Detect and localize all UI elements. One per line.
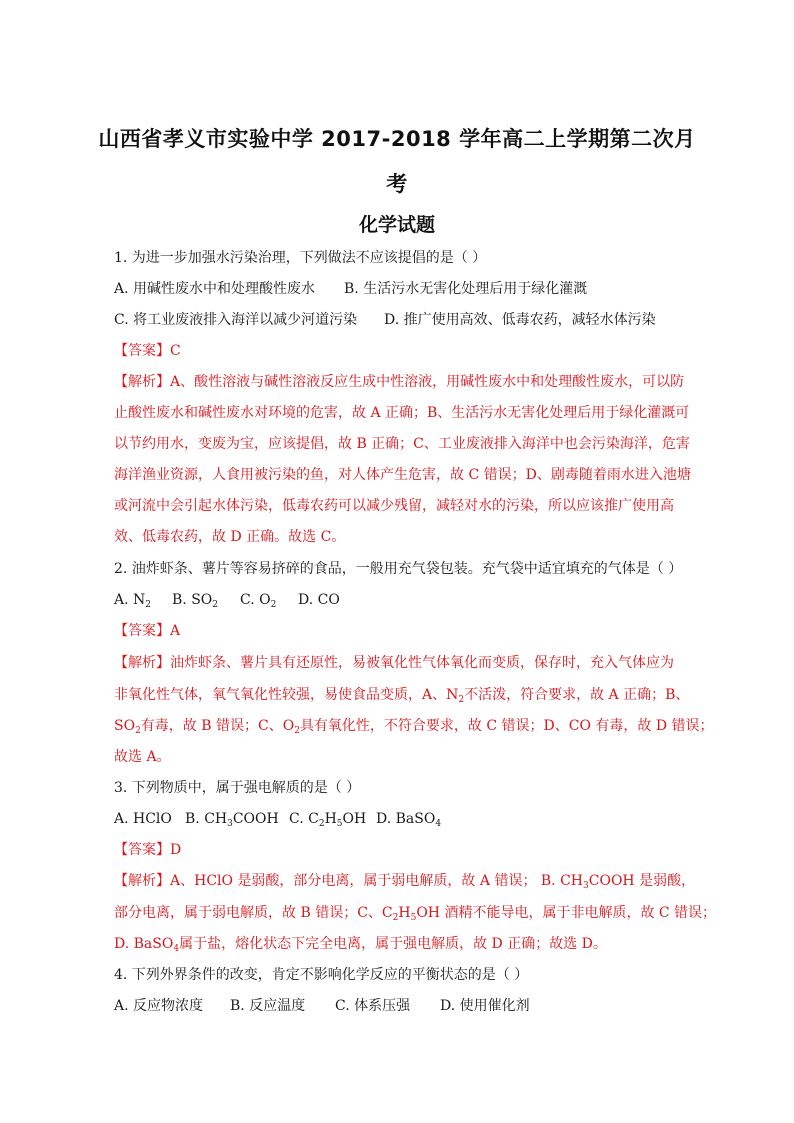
q1-analysis-line: 或河流中会引起水体污染，低毒农药可以减少残留，减轻对水的污染，所以应该推广使用高 bbox=[114, 498, 674, 514]
q3-option-c: C. $C_2H_5OH$ bbox=[289, 811, 367, 829]
q2-analysis-line: 故选 A。 bbox=[114, 749, 171, 765]
q1-answer: 【答案】C bbox=[114, 343, 181, 359]
q4-option-d: D. 使用催化剂 bbox=[440, 998, 530, 1014]
q4-option-b: B. 反应温度 bbox=[230, 998, 306, 1014]
q2-option-d: D. CO bbox=[298, 592, 340, 608]
q3-option-a: A. HClO bbox=[114, 811, 172, 827]
document-title-line2: 考 bbox=[386, 172, 408, 196]
q3-option-d: D. BaSO$_4$ bbox=[376, 811, 442, 829]
q4-option-a: A. 反应物浓度 bbox=[114, 998, 204, 1014]
q1-analysis-line: 海洋渔业资源，人食用被污染的鱼，对人体产生危害，故 C 错误；D、剧毒随着雨水进入池塘 bbox=[114, 467, 691, 483]
q3-analysis-line: 部分电离，属于弱电解质，故 B 错误；C、$C_2H_5OH$ 酒精不能导电，属于非电解质，故 C 错误； bbox=[114, 905, 717, 923]
q2-stem: 2. 油炸虾条、薯片等容易挤碎的食品，一般用充气袋包装。充气袋中适宜填充的气体是（ ） bbox=[114, 561, 683, 577]
q4-options-row bbox=[114, 996, 530, 1016]
q2-analysis-line: $SO_2$有毒，故 B 错误；C、$O_2$具有氧化性，不符合要求，故 C 错误；D、CO 有毒，故 D 错误； bbox=[114, 718, 714, 736]
q2-option-b: B. $SO_2$ bbox=[172, 592, 218, 610]
q3-analysis-line: 【解析】A、HClO 是弱酸，部分电离，属于弱电解质，故 A 错误； B. $CH_3COOH$ 是弱酸， bbox=[114, 873, 696, 891]
q1-options-row1 bbox=[114, 279, 588, 299]
q2-option-c: C. $O_2$ bbox=[240, 592, 277, 610]
q1-analysis-line: 【解析】A、酸性溶液与碱性溶液反应生成中性溶液，用碱性废水中和处理酸性废水，可以防 bbox=[114, 374, 685, 390]
q1-analysis-line: 以节约用水，变废为宝，应该提倡，故 B 正确；C、工业废液排入海洋中也会污染海洋，危害 bbox=[114, 436, 690, 452]
q2-analysis-line: 【解析】油炸虾条、薯片具有还原性，易被氧化性气体氧化而变质，保存时，充入气体应为 bbox=[114, 655, 674, 671]
q1-stem: 1. 为进一步加强水污染治理，下列做法不应该提倡的是（ ） bbox=[114, 250, 487, 266]
q4-option-c: C. 体系压强 bbox=[335, 998, 411, 1014]
q1-analysis-line: 效、低毒农药，故 D 正确。故选 C。 bbox=[114, 529, 346, 545]
q1-analysis-line: 止酸性废水和碱性废水对环境的危害，故 A 正确；B、生活污水无害化处理后用于绿化灌溉可 bbox=[114, 405, 690, 421]
q1-option-b: B. 生活污水无害化处理后用于绿化灌溉 bbox=[344, 281, 588, 297]
q1-option-d: D. 推广使用高效、低毒农药，减轻水体污染 bbox=[384, 312, 656, 328]
q3-option-b: B. $CH_3COOH$ bbox=[185, 811, 279, 829]
q1-option-c: C. 将工业废液排入海洋以减少河道污染 bbox=[114, 312, 358, 328]
q4-stem: 4. 下列外界条件的改变，肯定不影响化学反应的平衡状态的是（ ） bbox=[114, 967, 529, 983]
q1-option-a: A. 用碱性废水中和处理酸性废水 bbox=[114, 281, 316, 297]
document-subtitle: 化学试题 bbox=[358, 214, 435, 236]
q2-option-a: A. $N_2$ bbox=[114, 592, 151, 610]
q2-options-row bbox=[114, 590, 340, 610]
q3-stem: 3. 下列物质中，属于强电解质的是（ ） bbox=[114, 780, 361, 796]
q1-options-row2 bbox=[114, 310, 656, 330]
q3-answer: 【答案】D bbox=[114, 842, 182, 858]
q2-answer: 【答案】A bbox=[114, 623, 181, 639]
q2-analysis-line: 非氧化性气体，氧气氧化性较强，易使食品变质，A、$N_2$不活泼，符合要求，故 A 正确；B、 bbox=[114, 687, 690, 705]
q3-analysis-line: D. BaSO$_4$属于盐，熔化状态下完全电离，属于强电解质，故 D 正确；故选 D。 bbox=[114, 936, 607, 954]
q3-options-row bbox=[114, 809, 442, 829]
document-title-line1: 山西省孝义市实验中学 2017-2018 学年高二上学期第二次月 bbox=[98, 127, 696, 151]
